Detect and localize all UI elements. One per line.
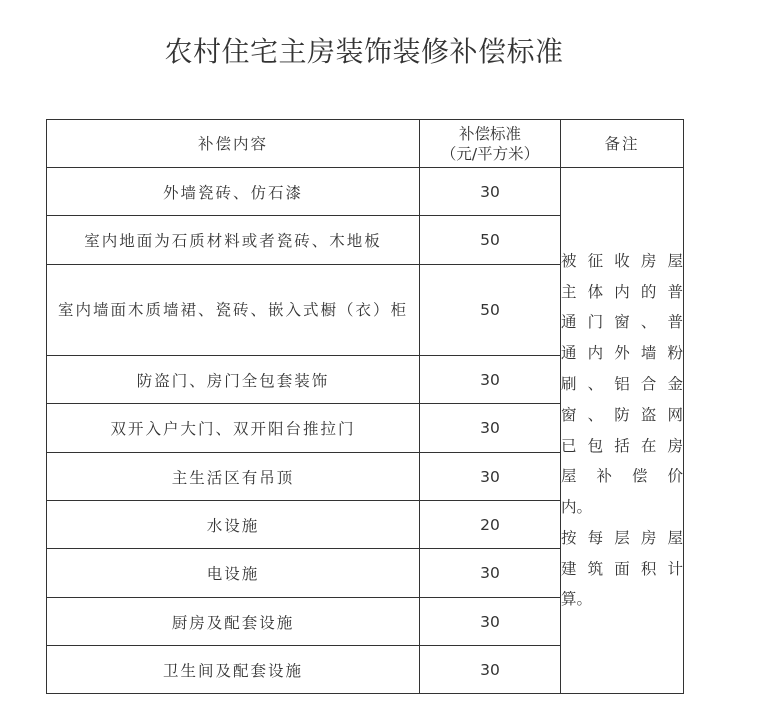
header-content: 补偿内容: [47, 120, 420, 168]
header-standard: [420, 120, 561, 168]
row-content: 厨房及配套设施: [47, 598, 420, 646]
remark-line: 已包括在房: [561, 436, 683, 455]
row-value: 30: [420, 404, 561, 453]
remark-line: 建筑面积计: [561, 559, 683, 578]
row-value: 30: [420, 549, 561, 598]
row-content: 室内地面为石质材料或者瓷砖、木地板: [47, 216, 420, 265]
remark-line: 算。: [561, 590, 593, 609]
row-value: 30: [420, 598, 561, 646]
remark-line: 按每层房屋: [561, 528, 683, 547]
row-value: 50: [420, 216, 561, 265]
remark-line: 窗、防盗网: [561, 405, 683, 424]
row-content: 双开入户大门、双开阳台推拉门: [47, 404, 420, 453]
remark-line: 屋补偿价: [561, 467, 683, 486]
row-content: 水设施: [47, 501, 420, 549]
row-value: 30: [420, 168, 561, 216]
remark-cell: [561, 168, 684, 694]
row-content: 防盗门、房门全包套装饰: [47, 356, 420, 404]
row-content: 主生活区有吊顶: [47, 453, 420, 501]
row-value: 30: [420, 453, 561, 501]
row-content: 室内墙面木质墙裙、瓷砖、嵌入式橱（衣）柜: [47, 265, 420, 356]
table-header-row: [47, 120, 684, 168]
header-remark: 备注: [561, 120, 684, 168]
remark-line: 内。: [561, 498, 593, 517]
row-value: 50: [420, 265, 561, 356]
remark-line: 刷、铝合金: [561, 374, 683, 393]
row-content: 电设施: [47, 549, 420, 598]
table-row: [47, 168, 684, 216]
row-content: 外墙瓷砖、仿石漆: [47, 168, 420, 216]
remark-line: 被征收房屋: [561, 251, 683, 270]
row-value: 30: [420, 356, 561, 404]
header-standard-line1: 补偿标准: [458, 124, 521, 143]
row-content: 卫生间及配套设施: [47, 646, 420, 694]
row-value: 30: [420, 646, 561, 694]
row-value: 20: [420, 501, 561, 549]
remark-line: 通内外墙粉: [561, 344, 683, 363]
header-standard-line2: （元/平方米）: [440, 144, 540, 163]
page-title: 农村住宅主房装饰装修补偿标准: [164, 35, 564, 68]
remark-line: 通门窗、普: [561, 313, 683, 332]
compensation-table: [46, 119, 684, 694]
remark-line: 主体内的普: [561, 282, 683, 301]
